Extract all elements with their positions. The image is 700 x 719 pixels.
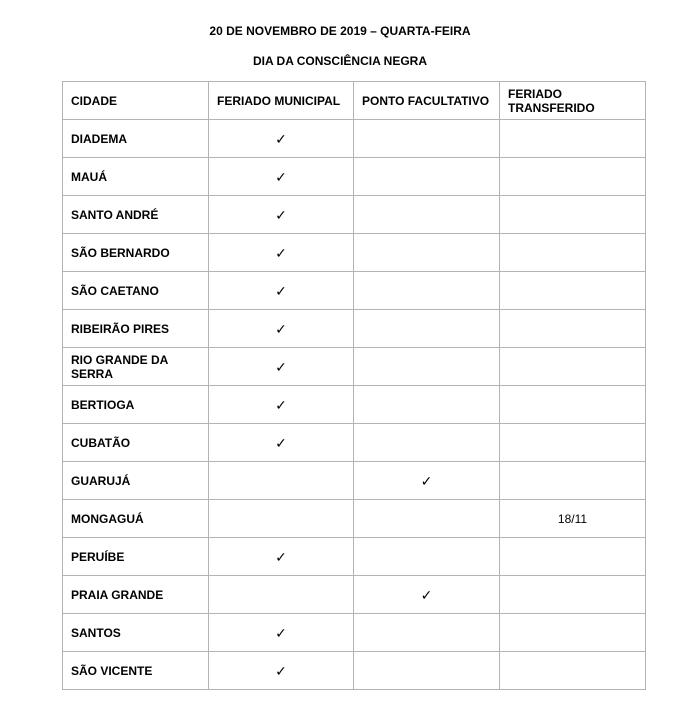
feriado-transferido-cell	[500, 310, 646, 348]
ponto-facultativo-cell	[354, 424, 500, 462]
ponto-facultativo-cell	[354, 234, 500, 272]
feriado-transferido-cell	[500, 386, 646, 424]
city-cell: MAUÁ	[63, 158, 209, 196]
table-row	[63, 500, 646, 538]
ponto-facultativo-cell: ✓	[354, 462, 500, 500]
column-header-feriado-municipal: FERIADO MUNICIPAL	[209, 82, 354, 120]
city-cell: SANTOS	[63, 614, 209, 652]
feriado-municipal-cell: ✓	[209, 234, 354, 272]
feriado-transferido-cell	[500, 348, 646, 386]
ponto-facultativo-cell	[354, 196, 500, 234]
feriado-municipal-cell: ✓	[209, 158, 354, 196]
feriado-municipal-cell: ✓	[209, 196, 354, 234]
table-row	[63, 310, 646, 348]
table-row	[63, 462, 646, 500]
feriado-transferido-cell: 18/11	[500, 500, 646, 538]
ponto-facultativo-cell	[354, 652, 500, 690]
ponto-facultativo-cell	[354, 272, 500, 310]
table-row	[63, 120, 646, 158]
feriado-municipal-cell: ✓	[209, 614, 354, 652]
city-cell: DIADEMA	[63, 120, 209, 158]
city-cell: CUBATÃO	[63, 424, 209, 462]
city-cell: RIBEIRÃO PIRES	[63, 310, 209, 348]
table-row	[63, 614, 646, 652]
table-row	[63, 196, 646, 234]
holiday-table	[62, 81, 646, 690]
feriado-transferido-cell	[500, 424, 646, 462]
city-cell: PRAIA GRANDE	[63, 576, 209, 614]
city-cell: PERUÍBE	[63, 538, 209, 576]
ponto-facultativo-cell	[354, 348, 500, 386]
feriado-municipal-cell: ✓	[209, 386, 354, 424]
feriado-transferido-cell	[500, 196, 646, 234]
table-header-row	[63, 82, 646, 120]
ponto-facultativo-cell	[354, 120, 500, 158]
document-title: 20 DE NOVEMBRO DE 2019 – QUARTA-FEIRA	[209, 24, 471, 38]
table-row	[63, 348, 646, 386]
city-cell: RIO GRANDE DA SERRA	[63, 348, 209, 386]
table-row	[63, 538, 646, 576]
feriado-municipal-cell	[209, 500, 354, 538]
ponto-facultativo-cell	[354, 538, 500, 576]
feriado-transferido-cell	[500, 234, 646, 272]
ponto-facultativo-cell	[354, 386, 500, 424]
feriado-transferido-cell	[500, 652, 646, 690]
feriado-transferido-cell	[500, 576, 646, 614]
feriado-municipal-cell: ✓	[209, 310, 354, 348]
column-header-cidade: CIDADE	[63, 82, 209, 120]
feriado-transferido-cell	[500, 158, 646, 196]
table-row	[63, 424, 646, 462]
document-subtitle: DIA DA CONSCIÊNCIA NEGRA	[252, 54, 427, 68]
feriado-transferido-cell	[500, 614, 646, 652]
table-row	[63, 272, 646, 310]
feriado-transferido-cell	[500, 462, 646, 500]
feriado-municipal-cell	[209, 462, 354, 500]
city-cell: MONGAGUÁ	[63, 500, 209, 538]
city-cell: SÃO BERNARDO	[63, 234, 209, 272]
feriado-transferido-cell	[500, 272, 646, 310]
ponto-facultativo-cell	[354, 310, 500, 348]
feriado-municipal-cell	[209, 576, 354, 614]
feriado-municipal-cell: ✓	[209, 272, 354, 310]
city-cell: SÃO VICENTE	[63, 652, 209, 690]
table-row	[63, 158, 646, 196]
feriado-municipal-cell: ✓	[209, 424, 354, 462]
feriado-municipal-cell: ✓	[209, 120, 354, 158]
table-body	[63, 120, 646, 690]
feriado-municipal-cell: ✓	[209, 652, 354, 690]
table-row	[63, 386, 646, 424]
city-cell: BERTIOGA	[63, 386, 209, 424]
feriado-municipal-cell: ✓	[209, 538, 354, 576]
city-cell: SANTO ANDRÉ	[63, 196, 209, 234]
city-cell: GUARUJÁ	[63, 462, 209, 500]
city-cell: SÃO CAETANO	[63, 272, 209, 310]
column-header-feriado-transferido: FERIADO TRANSFERIDO	[500, 82, 646, 120]
feriado-transferido-cell	[500, 120, 646, 158]
ponto-facultativo-cell	[354, 614, 500, 652]
feriado-municipal-cell: ✓	[209, 348, 354, 386]
table-row	[63, 234, 646, 272]
table-row	[63, 576, 646, 614]
column-header-ponto-facultativo: PONTO FACULTATIVO	[354, 82, 500, 120]
table-row	[63, 652, 646, 690]
ponto-facultativo-cell	[354, 158, 500, 196]
feriado-transferido-cell	[500, 538, 646, 576]
ponto-facultativo-cell: ✓	[354, 576, 500, 614]
ponto-facultativo-cell	[354, 500, 500, 538]
